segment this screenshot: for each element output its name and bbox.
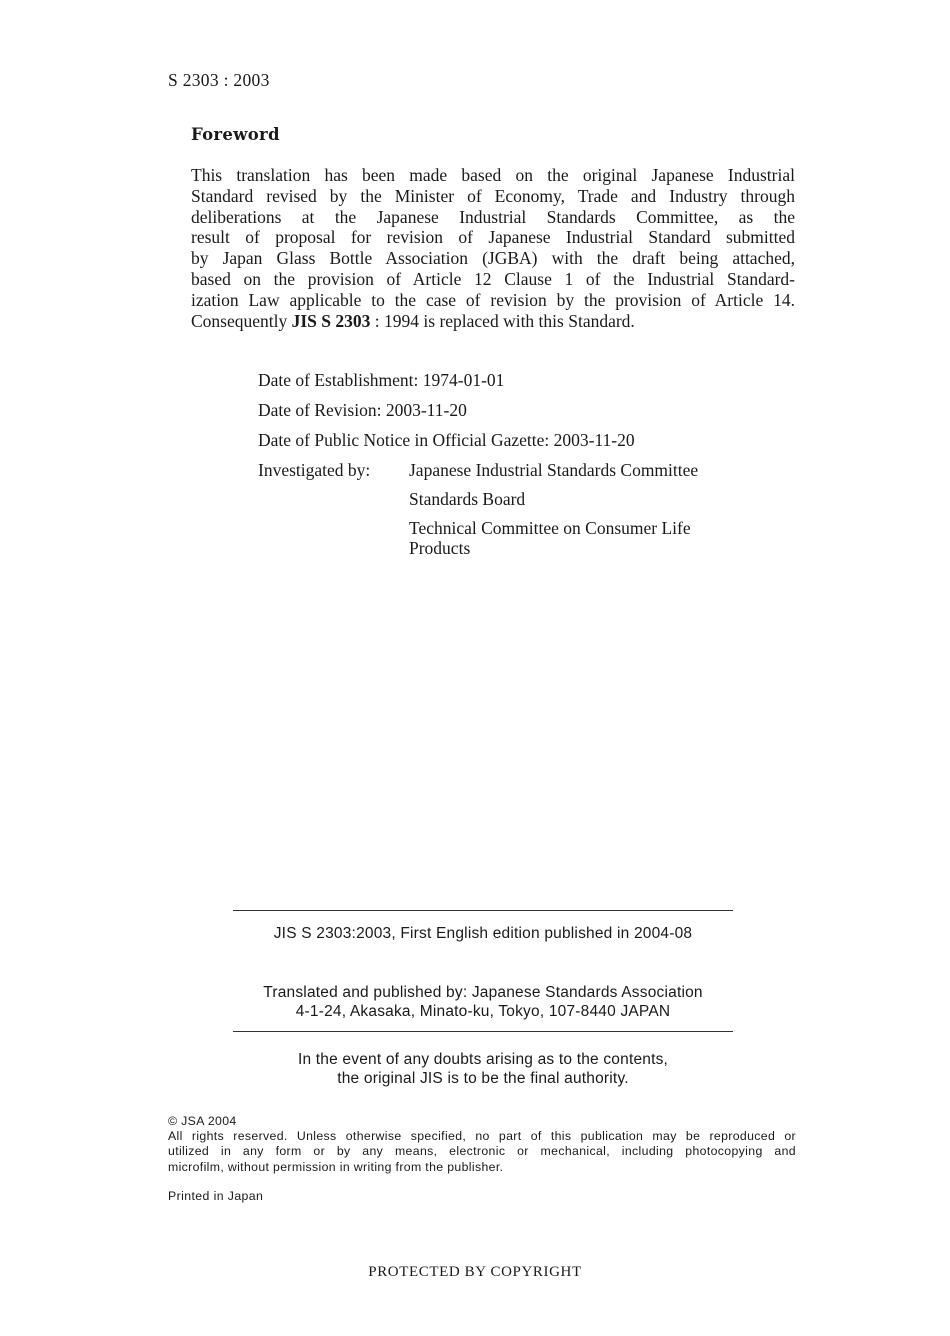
doubt-line: the original JIS is to be the final authority. [337, 1070, 629, 1087]
establishment-label: Date of Establishment: [258, 370, 419, 390]
investigated-line: Products [409, 538, 471, 558]
edition-line: JIS S 2303:2003, First English edition published in 2004-08 [273, 925, 693, 942]
foreword-line: ization Law applicable to the case of revision by the provision of Article 14. [191, 289, 795, 310]
gazette-value: 2003-11-20 [553, 430, 635, 450]
copyright-line: microfilm, without permission in writing from the publisher. [168, 1159, 504, 1174]
foreword-line: by Japan Glass Bottle Association (JGBA) with the draft being attached, [191, 248, 795, 269]
revision-value: 2003-11-20 [385, 400, 467, 420]
protected-notice: PROTECTED BY COPYRIGHT [368, 1264, 582, 1280]
authority-note [233, 1050, 733, 1088]
address-line: 4-1-24, Akasaka, Minato-ku, Tokyo, 107-8440 JAPAN [295, 1003, 671, 1020]
divider-bottom [233, 1031, 733, 1032]
foreword-last-line [191, 311, 795, 332]
gazette-row [258, 430, 635, 451]
divider-top [233, 910, 733, 911]
foreword-last-prefix: Consequently [191, 310, 292, 331]
establishment-row [258, 370, 504, 391]
foreword-line: result of proposal for revision of Japanese Industrial Standard submitted [191, 227, 795, 248]
standard-code: S 2303 : 2003 [168, 70, 270, 90]
foreword-line: Standard revised by the Minister of Economy, Trade and Industry through [191, 185, 795, 206]
copyright-line: utilized in any form or by any means, electronic or mechanical, including photocopying and [168, 1144, 796, 1159]
investigated-by [409, 460, 698, 558]
publisher-line: Translated and published by: Japanese Standards Association [263, 984, 703, 1001]
copyright-line: All rights reserved. Unless otherwise specified, no part of this publication may be reproduced or [168, 1129, 796, 1144]
investigated-line: Technical Committee on Consumer Life [409, 518, 691, 538]
printed-in: Printed in Japan [168, 1189, 264, 1203]
publisher-block [233, 983, 733, 1021]
establishment-value: 1974-01-01 [422, 370, 505, 390]
investigated-line: Standards Board [409, 489, 526, 509]
foreword-body [191, 165, 795, 331]
investigated-label: Investigated by: [258, 460, 371, 480]
copyright-block [168, 1114, 796, 1175]
copyright-owner: © JSA 2004 [168, 1114, 237, 1128]
foreword-line: based on the provision of Article 12 Clause 1 of the Industrial Standard- [191, 268, 795, 289]
doubt-line: In the event of any doubts arising as to the contents, [297, 1051, 669, 1068]
revision-label: Date of Revision: [258, 400, 382, 420]
foreword-line: This translation has been made based on the original Japanese Industrial [191, 165, 795, 185]
standard-reference: JIS S 2303 [291, 310, 371, 331]
foreword-title: Foreword [191, 125, 280, 144]
revision-row [258, 400, 467, 421]
foreword-last-suffix: : 1994 is replaced with this Standard. [370, 310, 635, 331]
gazette-label: Date of Public Notice in Official Gazette: [258, 430, 550, 450]
investigated-line: Japanese Industrial Standards Committee [409, 460, 699, 480]
foreword-line: deliberations at the Japanese Industrial Standards Committee, as the [191, 206, 795, 227]
